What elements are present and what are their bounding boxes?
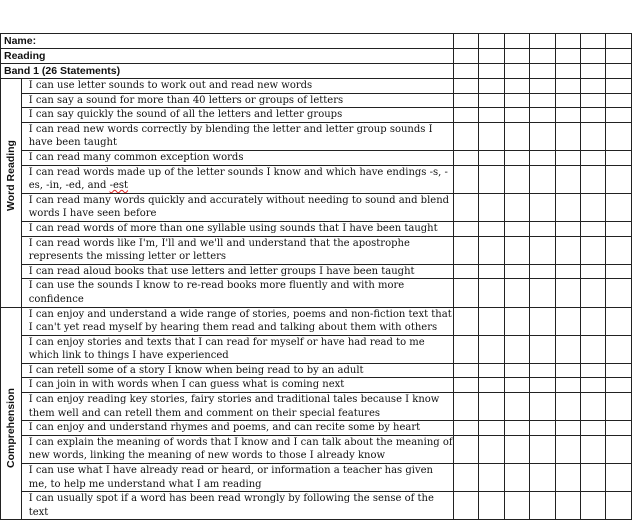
tick-box[interactable] — [555, 108, 580, 123]
statement-row — [1, 150, 632, 165]
statement-row — [1, 464, 632, 492]
statement-text: I can usually spot if a word has been read wrongly by following the sense of the text — [21, 492, 453, 520]
tick-box[interactable] — [453, 93, 478, 108]
tick-box[interactable] — [453, 307, 478, 335]
statement-text: I can use the sounds I know to re-read books more fluently and with more confidence — [21, 279, 453, 307]
tick-box[interactable] — [581, 307, 606, 335]
statement-text: I can read words of more than one syllable using sounds that I have been taught — [21, 221, 453, 236]
tick-box[interactable] — [581, 79, 606, 94]
tick-box[interactable] — [504, 335, 529, 363]
tick-box[interactable] — [504, 64, 529, 79]
tick-box[interactable] — [555, 122, 580, 150]
tick-box[interactable] — [581, 150, 606, 165]
tick-box[interactable] — [504, 221, 529, 236]
tick-box[interactable] — [581, 49, 606, 64]
tick-box[interactable] — [606, 221, 632, 236]
tick-box[interactable] — [606, 264, 632, 279]
tick-box[interactable] — [530, 193, 555, 221]
tick-box[interactable] — [555, 221, 580, 236]
statement-text: I can read words made up of the letter sounds I know and which have endings -s, -es, -in, -ed, and -est — [21, 165, 453, 193]
tick-box[interactable] — [453, 492, 478, 520]
section-label: Comprehension — [5, 387, 17, 468]
statement-text: I can read many words quickly and accurately without needing to sound and blend words I have seen before — [21, 193, 453, 221]
tick-box[interactable] — [504, 264, 529, 279]
tick-box[interactable] — [606, 492, 632, 520]
tick-box[interactable] — [606, 165, 632, 193]
tick-box[interactable] — [581, 492, 606, 520]
tick-box[interactable] — [530, 64, 555, 79]
statement-row — [1, 378, 632, 393]
tick-box[interactable] — [453, 378, 478, 393]
statement-row — [1, 122, 632, 150]
statement-text: I can say a sound for more than 40 letters or groups of letters — [21, 93, 453, 108]
tick-box[interactable] — [479, 165, 504, 193]
tick-box[interactable] — [530, 236, 555, 264]
tick-box[interactable] — [555, 34, 580, 49]
tick-box[interactable] — [606, 93, 632, 108]
tick-box[interactable] — [504, 150, 529, 165]
tick-box[interactable] — [453, 108, 478, 123]
tick-box[interactable] — [479, 492, 504, 520]
header-row — [1, 49, 632, 64]
tick-box[interactable] — [530, 150, 555, 165]
tick-box[interactable] — [530, 393, 555, 421]
tick-box[interactable] — [606, 150, 632, 165]
tick-box[interactable] — [606, 64, 632, 79]
tick-box[interactable] — [504, 363, 529, 378]
tick-box[interactable] — [606, 193, 632, 221]
tick-box[interactable] — [530, 264, 555, 279]
statement-text: I can enjoy and understand rhymes and poems, and can recite some by heart — [21, 421, 453, 436]
statement-row — [1, 335, 632, 363]
statement-text: I can retell some of a story I know when being read to by an adult — [21, 363, 453, 378]
tick-box[interactable] — [530, 122, 555, 150]
tick-box[interactable] — [606, 464, 632, 492]
tick-box[interactable] — [530, 79, 555, 94]
section-label: Word Reading — [5, 140, 17, 211]
tick-box[interactable] — [555, 165, 580, 193]
tick-box[interactable] — [479, 64, 504, 79]
tick-box[interactable] — [530, 279, 555, 307]
statement-text: I can explain the meaning of words that I know and I can talk about the meaning of new words, linking the meaning of new words to those I already know — [21, 435, 453, 463]
subject-title: Reading — [1, 49, 454, 64]
tick-box[interactable] — [479, 49, 504, 64]
tick-box[interactable] — [479, 279, 504, 307]
tick-box[interactable] — [504, 393, 529, 421]
tick-box[interactable] — [555, 378, 580, 393]
tick-box[interactable] — [606, 378, 632, 393]
tick-box[interactable] — [555, 150, 580, 165]
tick-box[interactable] — [479, 264, 504, 279]
tick-box[interactable] — [479, 236, 504, 264]
tick-box[interactable] — [479, 435, 504, 463]
tick-box[interactable] — [479, 34, 504, 49]
tick-box[interactable] — [530, 335, 555, 363]
tick-box[interactable] — [581, 122, 606, 150]
tick-box[interactable] — [479, 421, 504, 436]
tick-box[interactable] — [581, 93, 606, 108]
tick-box[interactable] — [581, 435, 606, 463]
tick-box[interactable] — [453, 464, 478, 492]
assessment-table — [0, 33, 632, 520]
tick-box[interactable] — [581, 264, 606, 279]
tick-box[interactable] — [606, 435, 632, 463]
statement-row — [1, 165, 632, 193]
tick-box[interactable] — [504, 49, 529, 64]
tick-box[interactable] — [555, 307, 580, 335]
tick-box[interactable] — [530, 49, 555, 64]
tick-box[interactable] — [504, 193, 529, 221]
statement-text: I can enjoy and understand a wide range of stories, poems and non-fiction text that I can't yet read myself by hearing them read and talking about them with others — [21, 307, 453, 335]
tick-box[interactable] — [504, 79, 529, 94]
tick-box[interactable] — [453, 363, 478, 378]
header-row — [1, 64, 632, 79]
tick-box[interactable] — [453, 221, 478, 236]
tick-box[interactable] — [453, 64, 478, 79]
tick-box[interactable] — [555, 363, 580, 378]
section-label-cell — [1, 307, 22, 520]
tick-box[interactable] — [530, 108, 555, 123]
tick-box[interactable] — [479, 464, 504, 492]
tick-box[interactable] — [606, 34, 632, 49]
header-row — [1, 34, 632, 49]
tick-box[interactable] — [530, 421, 555, 436]
tick-box[interactable] — [530, 307, 555, 335]
tick-box[interactable] — [555, 64, 580, 79]
tick-box[interactable] — [504, 236, 529, 264]
tick-box[interactable] — [504, 279, 529, 307]
statement-text: I can say quickly the sound of all the letters and letter groups — [21, 108, 453, 123]
tick-box[interactable] — [530, 492, 555, 520]
statement-row — [1, 93, 632, 108]
tick-box[interactable] — [453, 279, 478, 307]
tick-box[interactable] — [479, 93, 504, 108]
tick-box[interactable] — [453, 79, 478, 94]
section-label-cell — [1, 79, 22, 308]
statement-row — [1, 193, 632, 221]
statement-row — [1, 421, 632, 436]
tick-box[interactable] — [479, 108, 504, 123]
tick-box[interactable] — [479, 307, 504, 335]
tick-box[interactable] — [453, 150, 478, 165]
tick-box[interactable] — [606, 421, 632, 436]
tick-box[interactable] — [504, 34, 529, 49]
tick-box[interactable] — [581, 363, 606, 378]
tick-box[interactable] — [606, 236, 632, 264]
name-label: Name: — [1, 34, 454, 49]
tick-box[interactable] — [453, 421, 478, 436]
tick-box[interactable] — [453, 193, 478, 221]
tick-box[interactable] — [555, 393, 580, 421]
tick-box[interactable] — [581, 34, 606, 49]
tick-box[interactable] — [606, 279, 632, 307]
tick-box[interactable] — [479, 79, 504, 94]
statement-row — [1, 236, 632, 264]
tick-box[interactable] — [606, 49, 632, 64]
tick-box[interactable] — [581, 193, 606, 221]
statement-row — [1, 79, 632, 94]
statement-row — [1, 393, 632, 421]
tick-box[interactable] — [530, 165, 555, 193]
tick-box[interactable] — [581, 221, 606, 236]
tick-box[interactable] — [479, 335, 504, 363]
tick-box[interactable] — [504, 421, 529, 436]
tick-box[interactable] — [581, 279, 606, 307]
statement-text: I can read aloud books that use letters and letter groups I have been taught — [21, 264, 453, 279]
tick-box[interactable] — [453, 335, 478, 363]
tick-box[interactable] — [479, 378, 504, 393]
tick-box[interactable] — [581, 108, 606, 123]
tick-box[interactable] — [555, 264, 580, 279]
tick-box[interactable] — [555, 335, 580, 363]
tick-box[interactable] — [555, 435, 580, 463]
tick-box[interactable] — [479, 122, 504, 150]
tick-box[interactable] — [555, 93, 580, 108]
tick-box[interactable] — [479, 393, 504, 421]
tick-box[interactable] — [606, 122, 632, 150]
tick-box[interactable] — [504, 93, 529, 108]
tick-box[interactable] — [555, 279, 580, 307]
statement-text: I can use letter sounds to work out and read new words — [21, 79, 453, 94]
tick-box[interactable] — [606, 393, 632, 421]
tick-box[interactable] — [530, 464, 555, 492]
statement-text: I can read many common exception words — [21, 150, 453, 165]
tick-box[interactable] — [555, 49, 580, 64]
tick-box[interactable] — [555, 79, 580, 94]
tick-box[interactable] — [530, 221, 555, 236]
tick-box[interactable] — [504, 378, 529, 393]
tick-box[interactable] — [581, 378, 606, 393]
tick-box[interactable] — [479, 193, 504, 221]
tick-box[interactable] — [581, 335, 606, 363]
statement-text: I can enjoy stories and texts that I can read for myself or have had read to me which link to things I have experienced — [21, 335, 453, 363]
tick-box[interactable] — [581, 165, 606, 193]
band-title: Band 1 (26 Statements) — [1, 64, 454, 79]
tick-box[interactable] — [479, 150, 504, 165]
tick-box[interactable] — [504, 307, 529, 335]
tick-box[interactable] — [504, 165, 529, 193]
spelling-mark: -est — [109, 180, 129, 192]
statement-row — [1, 435, 632, 463]
tick-box[interactable] — [479, 221, 504, 236]
tick-box[interactable] — [606, 335, 632, 363]
tick-box[interactable] — [530, 378, 555, 393]
statement-text: I can join in with words when I can guess what is coming next — [21, 378, 453, 393]
tick-box[interactable] — [581, 464, 606, 492]
tick-box[interactable] — [504, 435, 529, 463]
tick-box[interactable] — [581, 393, 606, 421]
tick-box[interactable] — [555, 492, 580, 520]
statement-row — [1, 307, 632, 335]
tick-box[interactable] — [581, 421, 606, 436]
tick-box[interactable] — [606, 363, 632, 378]
statement-row — [1, 108, 632, 123]
tick-box[interactable] — [606, 108, 632, 123]
tick-box[interactable] — [530, 93, 555, 108]
tick-box[interactable] — [504, 464, 529, 492]
tick-box[interactable] — [453, 435, 478, 463]
tick-box[interactable] — [530, 34, 555, 49]
tick-box[interactable] — [453, 236, 478, 264]
statement-row — [1, 264, 632, 279]
tick-box[interactable] — [530, 363, 555, 378]
tick-box[interactable] — [555, 236, 580, 264]
tick-box[interactable] — [453, 264, 478, 279]
tick-box[interactable] — [504, 492, 529, 520]
tick-box[interactable] — [555, 193, 580, 221]
tick-box[interactable] — [504, 108, 529, 123]
tick-box[interactable] — [606, 79, 632, 94]
tick-box[interactable] — [606, 307, 632, 335]
tick-box[interactable] — [504, 122, 529, 150]
tick-box[interactable] — [453, 122, 478, 150]
tick-box[interactable] — [479, 363, 504, 378]
tick-box[interactable] — [453, 393, 478, 421]
statement-text: I can enjoy reading key stories, fairy stories and traditional tales because I know them well and can retell them and comment on their special features — [21, 393, 453, 421]
statement-text: I can read new words correctly by blending the letter and letter group sounds I have been taught — [21, 122, 453, 150]
tick-box[interactable] — [453, 34, 478, 49]
tick-box[interactable] — [581, 236, 606, 264]
statement-row — [1, 492, 632, 520]
tick-box[interactable] — [555, 421, 580, 436]
statement-text: I can read words like I'm, I'll and we'll and understand that the apostrophe represents the missing letter or letters — [21, 236, 453, 264]
statement-row — [1, 279, 632, 307]
tick-box[interactable] — [555, 464, 580, 492]
tick-box[interactable] — [581, 64, 606, 79]
tick-box[interactable] — [530, 435, 555, 463]
statement-row — [1, 221, 632, 236]
statement-row — [1, 363, 632, 378]
tick-box[interactable] — [453, 165, 478, 193]
tick-box[interactable] — [453, 49, 478, 64]
statement-text: I can use what I have already read or heard, or information a teacher has given me, to help me understand what I am reading — [21, 464, 453, 492]
